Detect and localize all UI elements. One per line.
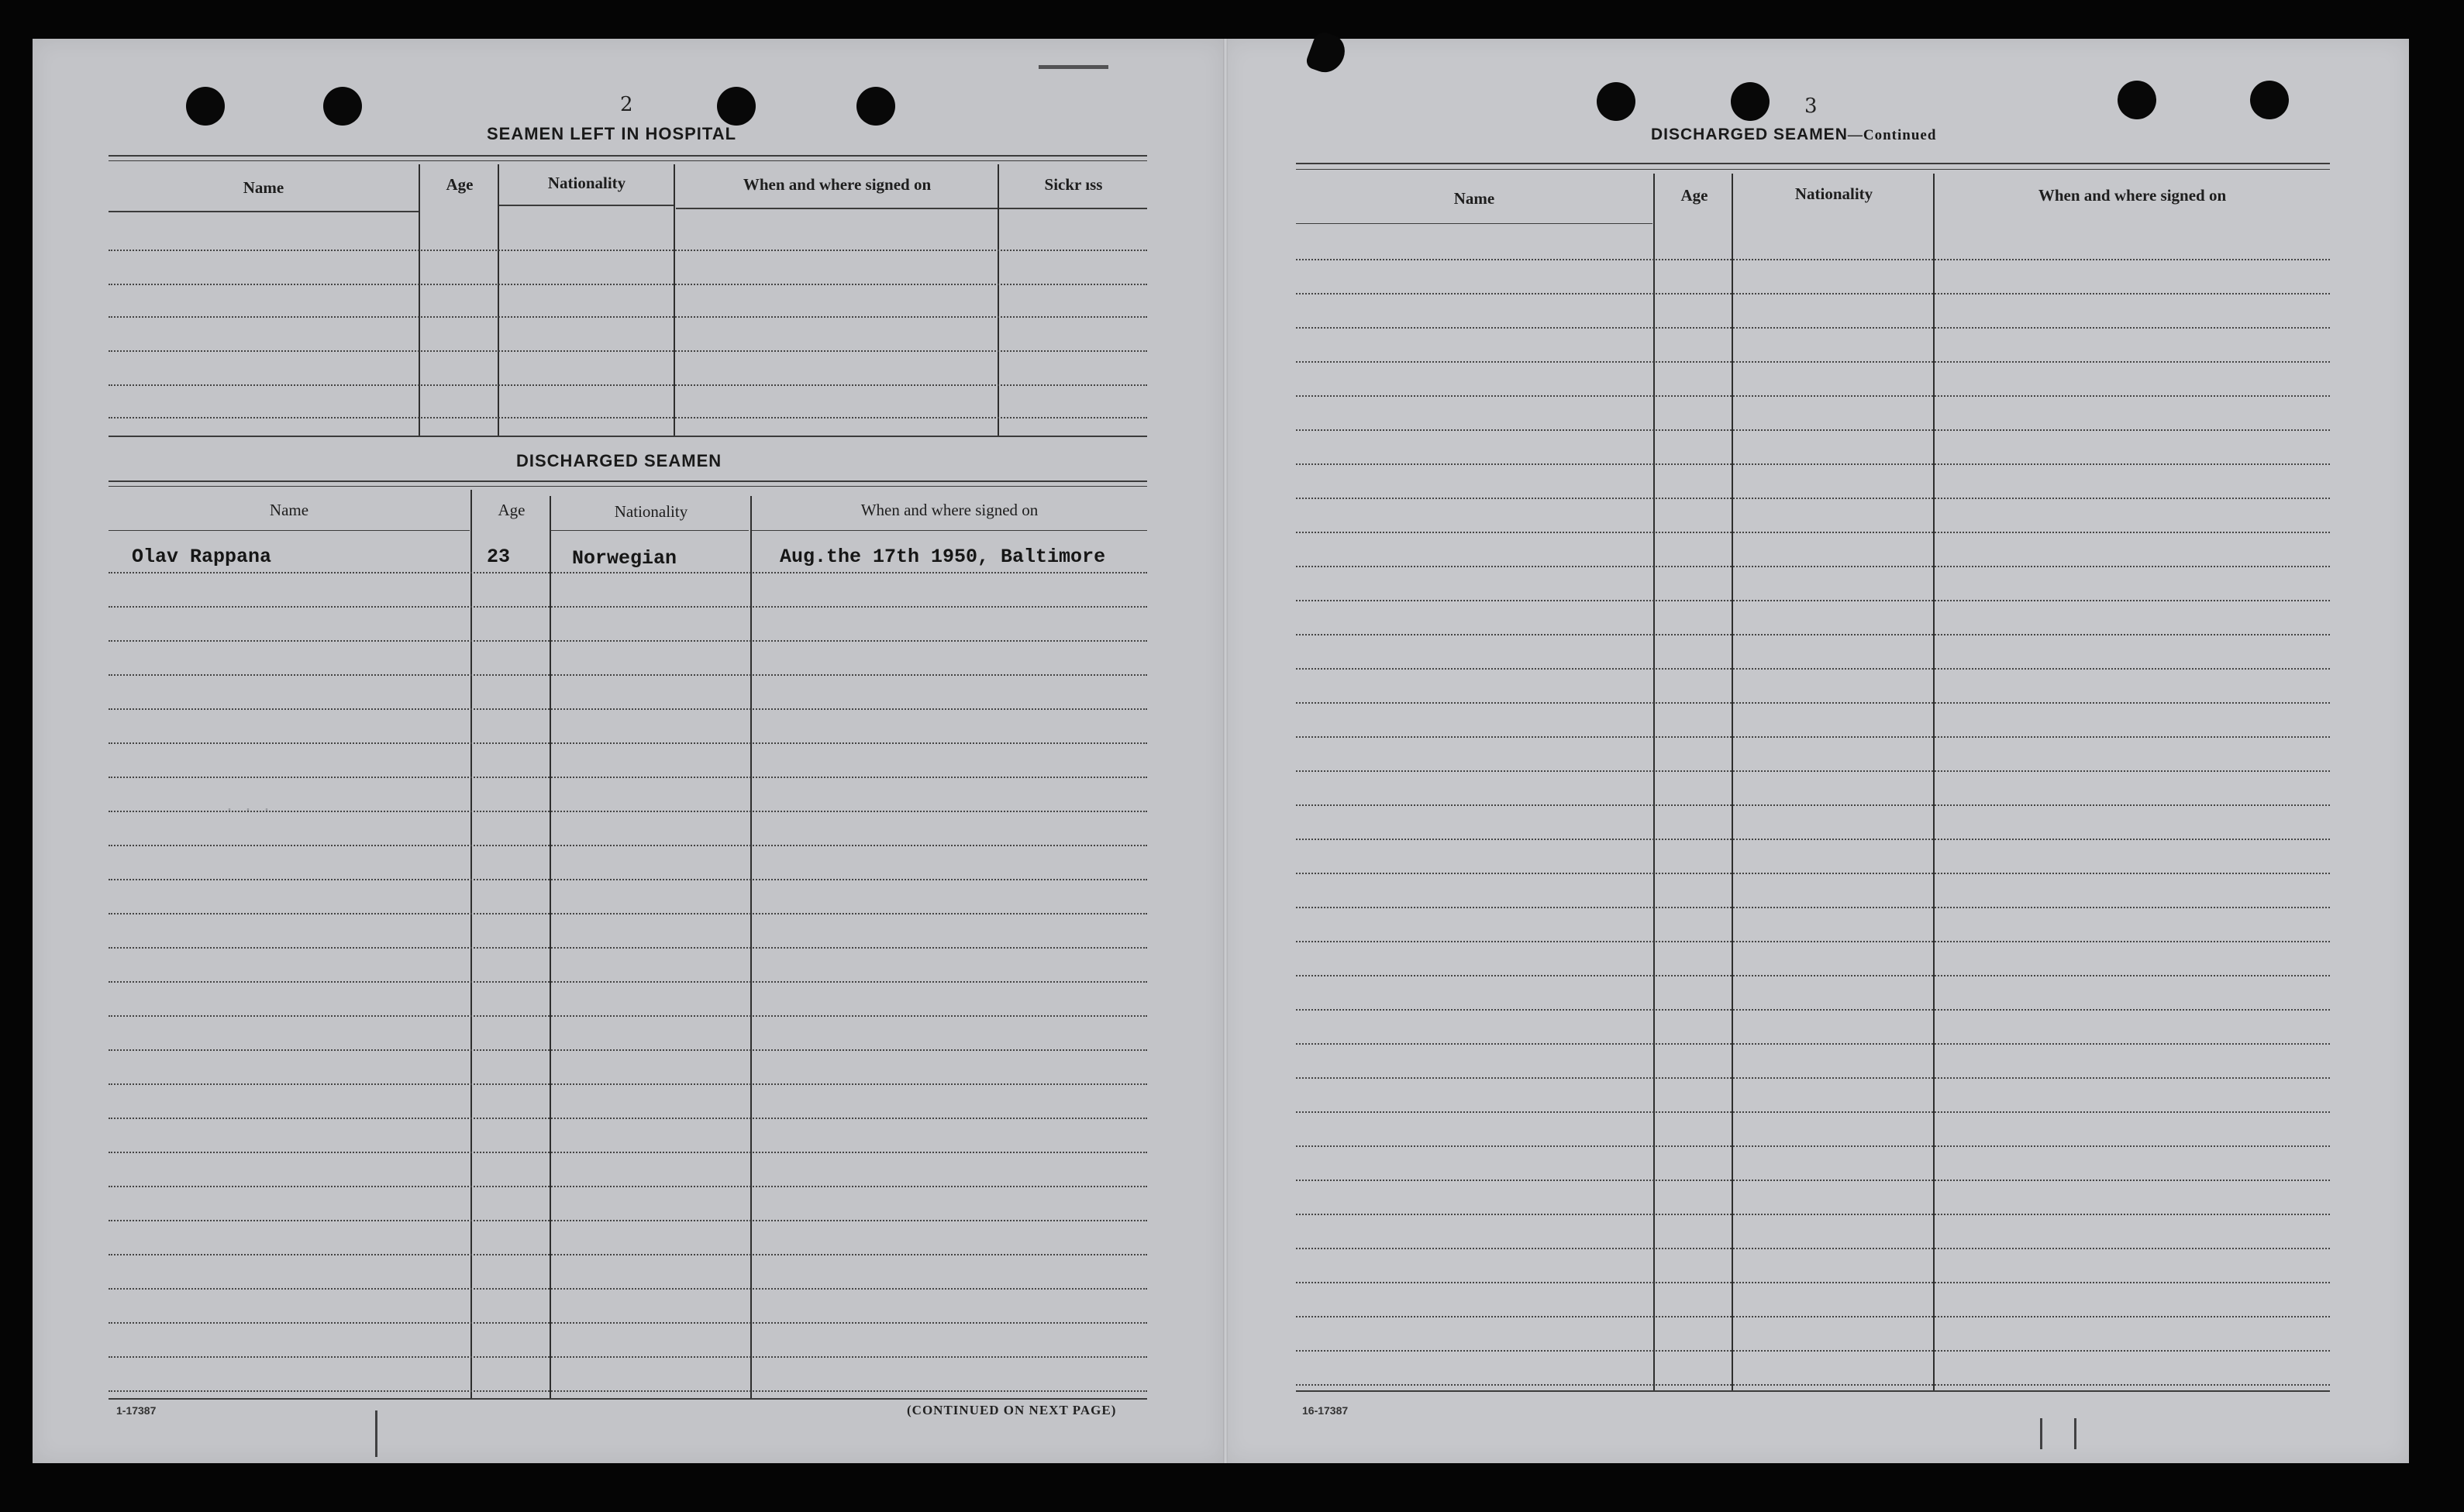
punch-hole [856, 87, 895, 126]
col-header-age: Age [498, 501, 526, 519]
discharged-section-title: DISCHARGED SEAMEN [516, 451, 722, 470]
table-row [1296, 1043, 2330, 1045]
col-header-nationality: Nationality [1794, 184, 1873, 203]
col-header-signed-on: When and where signed on [2038, 186, 2227, 205]
punch-hole [1597, 82, 1635, 121]
col-header-age: Age [446, 175, 474, 194]
col-header-name: Name [243, 178, 284, 197]
table-row [109, 1015, 1147, 1017]
table-row [1296, 498, 2330, 499]
table-row [109, 913, 1147, 914]
col-divider [1653, 174, 1655, 1390]
col-divider [1933, 174, 1935, 1390]
rule [109, 486, 1147, 487]
col-header-name: Name [269, 501, 309, 519]
col-header-sickness: Sickr ıss [1044, 175, 1103, 194]
table-row [1296, 873, 2330, 874]
table-row [1296, 600, 2330, 601]
rule [109, 1398, 1147, 1400]
discharged-continued-title [1651, 126, 1936, 144]
table-row [1296, 1009, 2330, 1011]
table-row [1296, 361, 2330, 363]
left-page [33, 39, 1225, 1463]
punch-hole [2118, 81, 2156, 119]
seaman-nationality: Norwegian [572, 547, 677, 570]
rule [109, 160, 1147, 161]
table-row [1296, 327, 2330, 329]
table-row [1296, 1316, 2330, 1317]
table-row [109, 1356, 1147, 1358]
table-row [1296, 1350, 2330, 1352]
table-row [1296, 429, 2330, 431]
table-row [1296, 1180, 2330, 1181]
table-row [109, 845, 1147, 846]
page-number: 3 [1804, 95, 1818, 118]
col-header-signed-on: When and where signed on [743, 175, 932, 194]
rule [676, 208, 1147, 209]
page-number: 2 [620, 93, 633, 116]
table-row [1296, 702, 2330, 704]
table-row [109, 384, 1147, 386]
rule [109, 530, 470, 531]
table-row [109, 1049, 1147, 1051]
col-header-name: Name [1453, 189, 1495, 208]
table-row [1296, 1384, 2330, 1386]
table-row [1296, 566, 2330, 567]
table-row [109, 947, 1147, 949]
rule [499, 205, 674, 206]
punch-hole [717, 87, 756, 126]
staple-mark [375, 1410, 377, 1457]
table-row [109, 674, 1147, 676]
title-main: DISCHARGED SEAMEN [1651, 126, 1848, 143]
col-divider [674, 164, 675, 437]
table-row [109, 879, 1147, 880]
rule [1296, 163, 2330, 164]
rule [109, 480, 1147, 482]
torn-edge-mark [1039, 65, 1108, 69]
table-row [109, 606, 1147, 608]
table-row [1296, 395, 2330, 397]
seaman-age: 23 [487, 546, 511, 568]
rule [1296, 223, 1652, 224]
faint-mark: . . . [225, 798, 272, 816]
rule [1296, 169, 2330, 170]
table-row [109, 1186, 1147, 1187]
staple-mark [2040, 1418, 2042, 1449]
table-row [1296, 1145, 2330, 1147]
table-row [109, 1118, 1147, 1119]
form-number: 1-17387 [116, 1404, 157, 1417]
col-header-age: Age [1680, 186, 1708, 205]
table-row [109, 1220, 1147, 1221]
seaman-signed-on: Aug.the 17th 1950, Baltimore [780, 546, 1106, 568]
table-row [1296, 634, 2330, 635]
punch-hole [323, 87, 362, 126]
hospital-section-title: SEAMEN LEFT IN HOSPITAL [487, 124, 737, 143]
table-row [1296, 293, 2330, 294]
table-row [109, 640, 1147, 642]
col-header-nationality: Nationality [547, 174, 626, 192]
table-row [1296, 975, 2330, 976]
col-divider [498, 164, 499, 437]
table-row [1296, 736, 2330, 738]
punch-hole [186, 87, 225, 126]
table-row [1296, 259, 2330, 260]
seaman-name: Olav Rappana [132, 546, 272, 568]
table-row [109, 1322, 1147, 1324]
rule [109, 436, 1147, 437]
table-row [109, 316, 1147, 318]
table-row [109, 777, 1147, 778]
table-row [1296, 804, 2330, 806]
table-row [109, 1083, 1147, 1085]
table-row [109, 350, 1147, 352]
col-divider [998, 164, 999, 437]
table-row [109, 1288, 1147, 1290]
rule [109, 211, 419, 212]
table-row [109, 250, 1147, 251]
rule [1296, 1390, 2330, 1392]
form-number: 16-17387 [1302, 1404, 1349, 1417]
table-row [109, 1390, 1147, 1392]
rule [109, 155, 1147, 157]
table-row [1296, 770, 2330, 772]
table-row [1296, 463, 2330, 465]
table-row [109, 1254, 1147, 1255]
table-row [109, 284, 1147, 285]
punch-hole [1731, 82, 1770, 121]
table-row [1296, 668, 2330, 670]
table-row [109, 572, 1147, 573]
col-divider [1732, 174, 1733, 1390]
page-fold [1223, 39, 1228, 1463]
col-divider [419, 164, 420, 437]
col-header-nationality: Nationality [614, 502, 688, 521]
rule [550, 530, 749, 531]
table-row [1296, 941, 2330, 942]
table-row [1296, 1111, 2330, 1113]
punch-hole [2250, 81, 2289, 119]
title-suffix: —Continued [1847, 127, 1937, 143]
table-row [1296, 1077, 2330, 1079]
right-page [1225, 39, 2409, 1463]
col-divider [470, 490, 472, 1398]
table-row [109, 742, 1147, 744]
rule [752, 530, 1147, 531]
col-header-signed-on: When and where signed on [860, 501, 1039, 519]
table-row [109, 981, 1147, 983]
table-row [109, 417, 1147, 418]
continued-note: (CONTINUED ON NEXT PAGE) [907, 1403, 1117, 1417]
table-row [1296, 1282, 2330, 1283]
table-row [109, 708, 1147, 710]
staple-mark [2074, 1418, 2076, 1449]
table-row [1296, 907, 2330, 908]
table-row [1296, 839, 2330, 840]
table-row [109, 1152, 1147, 1153]
table-row [1296, 1248, 2330, 1249]
table-row [1296, 532, 2330, 533]
table-row [1296, 1214, 2330, 1215]
